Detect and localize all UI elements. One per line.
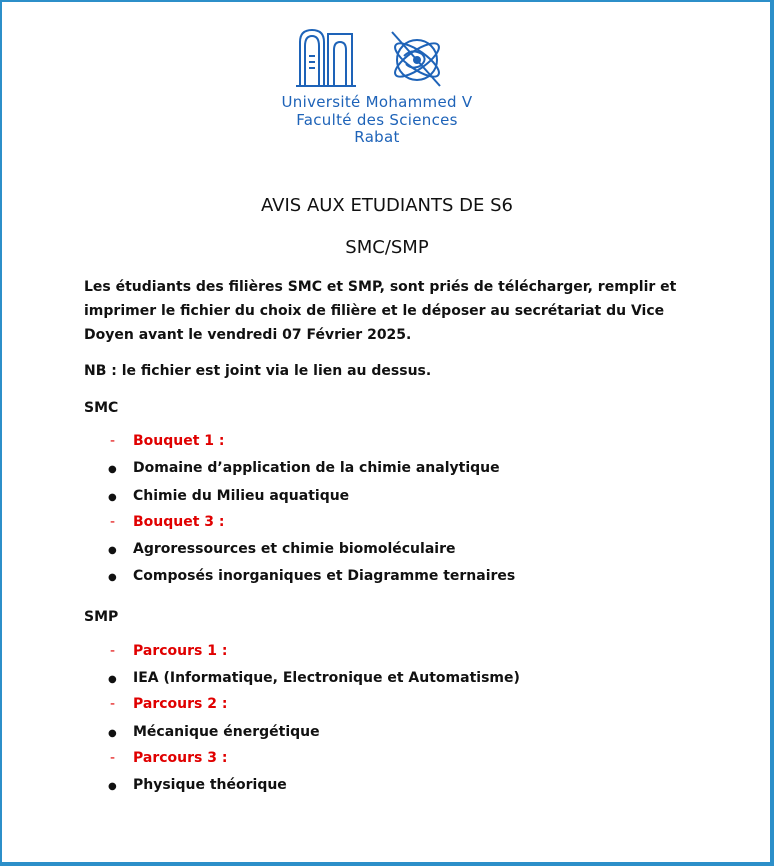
city-name: Rabat	[354, 128, 400, 146]
list-item	[102, 774, 287, 796]
bullet-icon: ●	[108, 545, 117, 556]
dash-marker: -	[110, 750, 116, 766]
list-item-text: IEA (Informatique, Electronique et Automatisme)	[133, 670, 520, 686]
bullet-icon: ●	[108, 464, 117, 475]
smp-parcours2-heading	[102, 693, 227, 715]
list-item	[102, 538, 455, 560]
dash-marker: -	[110, 696, 116, 712]
list-item-text: Mécanique énergétique	[133, 724, 320, 740]
list-item-text: Composés inorganiques et Diagramme ternaires	[133, 568, 516, 584]
bullet-icon: ●	[108, 728, 117, 739]
notice-subtitle: SMC/SMP	[345, 237, 429, 258]
university-name: Université Mohammed V	[281, 93, 473, 111]
smp-parcours1-heading	[102, 640, 227, 662]
bullet-icon: ●	[108, 572, 117, 583]
university-logo	[292, 26, 462, 90]
smc-bouquet3-heading	[102, 511, 225, 533]
list-item	[102, 485, 349, 507]
smc-section-label: SMC	[84, 400, 119, 416]
list-item-text: Chimie du Milieu aquatique	[133, 488, 350, 504]
dash-marker: -	[110, 433, 116, 449]
bullet-icon: ●	[108, 674, 117, 685]
list-item	[102, 565, 515, 587]
smp-parcours2-title: Parcours 2 :	[133, 696, 228, 712]
list-item-text: Domaine d’application de la chimie analytique	[133, 460, 500, 476]
nb-note: NB : le fichier est joint via le lien au dessus.	[84, 363, 432, 379]
smp-section-label: SMP	[84, 609, 119, 625]
smc-bouquet1-title: Bouquet 1 :	[133, 433, 225, 449]
bullet-icon: ●	[108, 492, 117, 503]
dash-marker: -	[110, 514, 116, 530]
bullet-icon: ●	[108, 781, 117, 792]
faculty-name: Faculté des Sciences	[296, 111, 458, 129]
smp-parcours3-heading	[102, 747, 227, 769]
list-item-text: Agroressources et chimie biomoléculaire	[133, 541, 456, 557]
notice-title: AVIS AUX ETUDIANTS DE S6	[261, 195, 513, 216]
list-item	[102, 721, 320, 743]
smc-bouquet3-title: Bouquet 3 :	[133, 514, 225, 530]
smc-bouquet1-heading	[102, 430, 225, 452]
list-item-text: Physique théorique	[133, 777, 287, 793]
list-item	[102, 667, 520, 689]
intro-paragraph: Les étudiants des filières SMC et SMP, sont priés de télécharger, remplir et imprimer le fichier du choix de filière et le déposer au secrétariat du Vice Doyen avant le vendredi 07 Février 2025.	[84, 279, 677, 343]
smp-parcours1-title: Parcours 1 :	[133, 643, 228, 659]
dash-marker: -	[110, 643, 116, 659]
smp-parcours3-title: Parcours 3 :	[133, 750, 228, 766]
list-item	[102, 457, 500, 479]
header	[242, 26, 512, 148]
